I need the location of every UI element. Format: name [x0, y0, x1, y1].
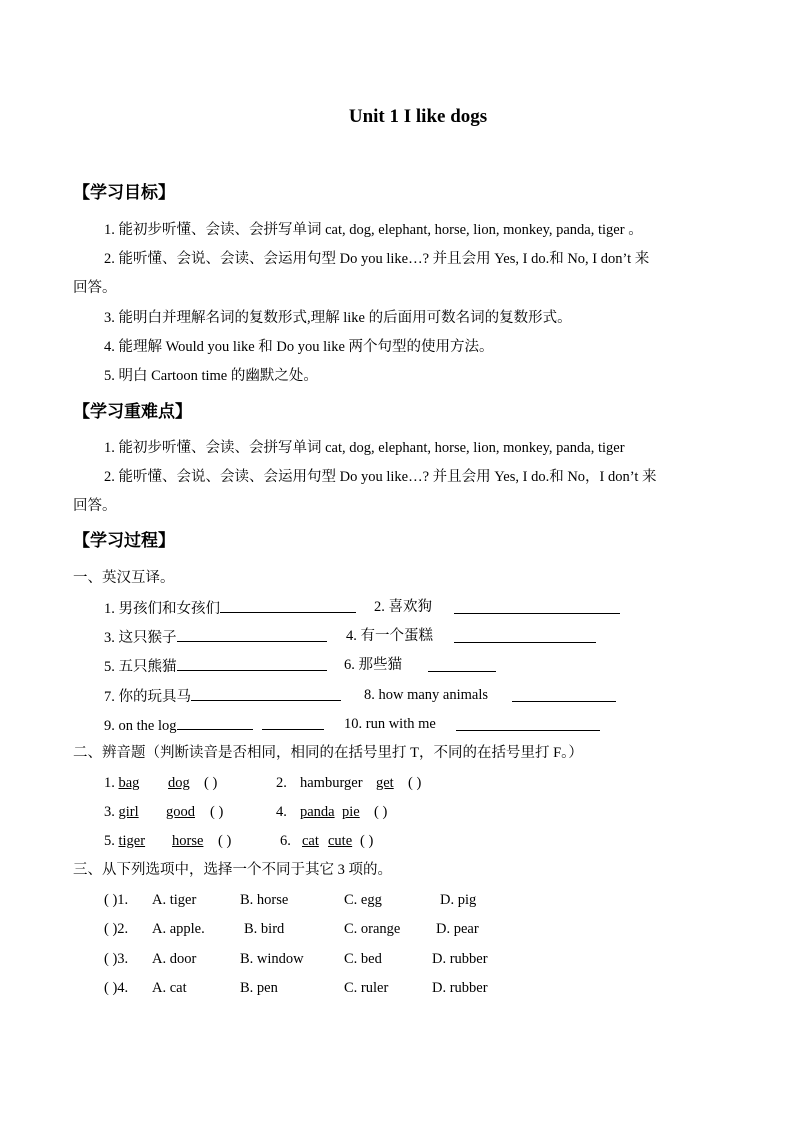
- answer-parentheses[interactable]: ( ): [360, 833, 374, 849]
- phonics-row: [104, 831, 374, 851]
- answer-parentheses[interactable]: ( ): [204, 775, 218, 791]
- translation-row: [104, 714, 436, 736]
- phonics-word: bag: [118, 775, 140, 791]
- translation-prompt: 9. on the log: [104, 718, 177, 734]
- option-c: C. ruler: [344, 980, 389, 996]
- option-d: D. rubber: [432, 951, 488, 967]
- answer-blank[interactable]: [177, 714, 253, 730]
- option-b: B. horse: [240, 892, 289, 908]
- option-c: C. bed: [344, 951, 382, 967]
- translation-prompt: 6. 那些猫: [344, 657, 402, 673]
- phonics-word: cute: [328, 833, 353, 849]
- phonics-word: horse: [172, 833, 204, 849]
- translation-row: [104, 655, 402, 677]
- choice-row: [104, 890, 477, 910]
- phonics-word: girl: [118, 804, 139, 820]
- section-heading-key-points: 【学习重难点】: [73, 402, 192, 421]
- phonics-word: good: [166, 804, 195, 820]
- answer-parentheses[interactable]: ( ): [374, 804, 388, 820]
- option-b: B. bird: [244, 921, 285, 937]
- objective-item: 3. 能明白并理解名词的复数形式,理解 like 的后面用可数名词的复数形式。: [104, 310, 572, 326]
- translation-prompt: 7. 你的玩具马: [104, 689, 191, 705]
- question-number[interactable]: ( )1.: [104, 892, 129, 908]
- choice-row: [104, 949, 488, 969]
- question-number[interactable]: ( )2.: [104, 921, 129, 937]
- answer-blank[interactable]: [191, 685, 341, 701]
- objective-item-continuation: 回答。: [73, 280, 117, 296]
- question-number: 5.: [104, 833, 115, 849]
- phonics-row: [104, 773, 422, 793]
- translation-prompt: 2. 喜欢狗: [374, 599, 432, 615]
- option-d: D. pig: [440, 892, 477, 908]
- key-point-item: 2. 能听懂、会说、会读、会运用句型 Do you like…? 并且会用 Yes, I do.和 No，I don’t 来: [104, 469, 657, 485]
- key-point-item-continuation: 回答。: [73, 498, 117, 514]
- answer-blank[interactable]: [456, 715, 600, 731]
- answer-blank[interactable]: [512, 686, 616, 702]
- phonics-word: tiger: [118, 833, 146, 849]
- answer-blank[interactable]: [454, 627, 596, 643]
- section-heading-process: 【学习过程】: [73, 531, 175, 550]
- option-a: A. tiger: [152, 892, 197, 908]
- translation-row: [104, 597, 432, 619]
- answer-blank[interactable]: [428, 656, 496, 672]
- objective-item: 4. 能理解 Would you like 和 Do you like 两个句型的使用方法。: [104, 339, 494, 355]
- option-d: D. pear: [436, 921, 479, 937]
- translation-prompt: 3. 这只猴子: [104, 630, 177, 646]
- option-a: A. cat: [152, 980, 187, 996]
- answer-blank[interactable]: [454, 598, 620, 614]
- part1-title: 一、英汉互译。: [73, 570, 175, 586]
- objective-item: 2. 能听懂、会说、会读、会运用句型 Do you like…? 并且会用 Yes, I do.和 No, I don’t 来: [104, 251, 650, 267]
- translation-row: [104, 626, 433, 648]
- question-number: 3.: [104, 804, 115, 820]
- question-number[interactable]: ( )4.: [104, 980, 129, 996]
- phonics-word: pie: [342, 804, 360, 820]
- question-number[interactable]: ( )3.: [104, 951, 129, 967]
- answer-parentheses[interactable]: ( ): [218, 833, 232, 849]
- answer-parentheses[interactable]: ( ): [408, 775, 422, 791]
- option-b: B. pen: [240, 980, 278, 996]
- phonics-word: dog: [168, 775, 190, 791]
- question-number: 2.: [276, 775, 287, 791]
- objective-item: 5. 明白 Cartoon time 的幽默之处。: [104, 368, 318, 384]
- option-c: C. orange: [344, 921, 401, 937]
- choice-row: [104, 978, 488, 998]
- part2-title: 二、辨音题（判断读音是否相同，相同的在括号里打 T，不同的在括号里打 F。）: [73, 745, 583, 761]
- question-number: 4.: [276, 804, 287, 820]
- option-a: A. apple.: [152, 921, 205, 937]
- answer-blank[interactable]: [262, 714, 324, 730]
- option-c: C. egg: [344, 892, 382, 908]
- translation-prompt: 4. 有一个蛋糕: [346, 628, 433, 644]
- key-point-item: 1. 能初步听懂、会读、会拼写单词 cat, dog, elephant, horse, lion, monkey, panda, tiger: [104, 440, 625, 456]
- phonics-word: get: [376, 775, 394, 791]
- phonics-row: [104, 802, 388, 822]
- objective-item: 1. 能初步听懂、会读、会拼写单词 cat, dog, elephant, horse, lion, monkey, panda, tiger 。: [104, 222, 643, 238]
- section-heading-objectives: 【学习目标】: [73, 183, 175, 202]
- translation-prompt: 1. 男孩们和女孩们: [104, 601, 220, 617]
- question-number: 1.: [104, 775, 115, 791]
- answer-parentheses[interactable]: ( ): [210, 804, 224, 820]
- option-a: A. door: [152, 951, 197, 967]
- part3-title: 三、从下列选项中，选择一个不同于其它 3 项的。: [73, 862, 392, 878]
- page-title: Unit 1 I like dogs: [348, 106, 488, 127]
- phonics-word: hamburger: [300, 775, 363, 791]
- answer-blank[interactable]: [220, 597, 356, 613]
- option-b: B. window: [240, 951, 304, 967]
- translation-row: [104, 685, 489, 707]
- question-number: 6.: [280, 833, 291, 849]
- translation-prompt: 5. 五只熊猫: [104, 659, 177, 675]
- phonics-word: panda: [300, 804, 335, 820]
- answer-blank[interactable]: [177, 626, 327, 642]
- phonics-word: cat: [302, 833, 319, 849]
- translation-prompt: 8. how many animals: [364, 687, 489, 703]
- choice-row: [104, 919, 479, 939]
- option-d: D. rubber: [432, 980, 488, 996]
- translation-prompt: 10. run with me: [344, 716, 436, 732]
- answer-blank[interactable]: [177, 655, 327, 671]
